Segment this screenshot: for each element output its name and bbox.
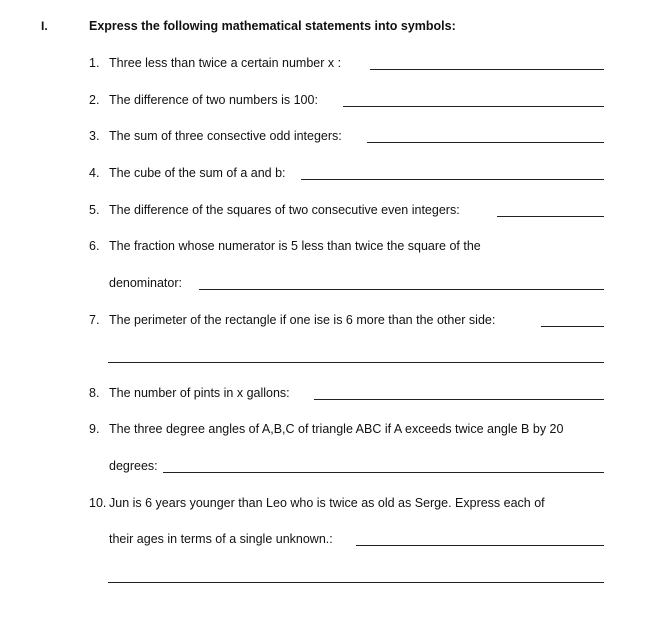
item-8-answer-line[interactable]: [314, 399, 604, 400]
item-1-text: Three less than twice a certain number x :: [109, 56, 342, 70]
item-8-number: 8.: [89, 386, 100, 400]
item-4-number: 4.: [89, 166, 100, 180]
item-9-answer-line[interactable]: [163, 472, 604, 473]
item-2-answer-line[interactable]: [343, 106, 604, 107]
item-7-text: The perimeter of the rectangle if one ise is 6 more than the other side:: [109, 313, 496, 327]
item-1-number: 1.: [89, 56, 100, 70]
item-7-answer-line-2[interactable]: [108, 362, 604, 363]
section-title: Express the following mathematical statements into symbols:: [89, 19, 456, 33]
section-numeral: I.: [41, 19, 48, 33]
item-6-number: 6.: [89, 239, 100, 253]
item-4-text: The cube of the sum of a and b:: [109, 166, 286, 180]
item-10-number: 10.: [89, 496, 107, 510]
item-4-answer-line[interactable]: [301, 179, 604, 180]
item-8-text: The number of pints in x gallons:: [109, 386, 290, 400]
item-2-text: The difference of two numbers is 100:: [109, 93, 318, 107]
item-9-text-continued: degrees:: [109, 459, 158, 473]
item-10-text: Jun is 6 years younger than Leo who is twice as old as Serge. Express each of: [109, 496, 545, 510]
item-7-answer-line[interactable]: [541, 326, 604, 327]
item-6-text: The fraction whose numerator is 5 less than twice the square of the: [109, 239, 481, 253]
item-5-number: 5.: [89, 203, 100, 217]
item-3-answer-line[interactable]: [367, 142, 604, 143]
item-10-text-continued: their ages in terms of a single unknown.:: [109, 532, 333, 546]
item-5-answer-line[interactable]: [497, 216, 604, 217]
item-10-answer-line-2[interactable]: [108, 582, 604, 583]
item-3-text: The sum of three consective odd integers:: [109, 129, 342, 143]
item-7-number: 7.: [89, 313, 100, 327]
item-9-number: 9.: [89, 422, 100, 436]
item-6-text-continued: denominator:: [109, 276, 182, 290]
item-6-answer-line[interactable]: [199, 289, 604, 290]
item-3-number: 3.: [89, 129, 100, 143]
item-10-answer-line[interactable]: [356, 545, 604, 546]
item-5-text: The difference of the squares of two consecutive even integers:: [109, 203, 460, 217]
item-9-text: The three degree angles of A,B,C of triangle ABC if A exceeds twice angle B by 20: [109, 422, 564, 436]
item-2-number: 2.: [89, 93, 100, 107]
item-1-answer-line[interactable]: [370, 69, 604, 70]
